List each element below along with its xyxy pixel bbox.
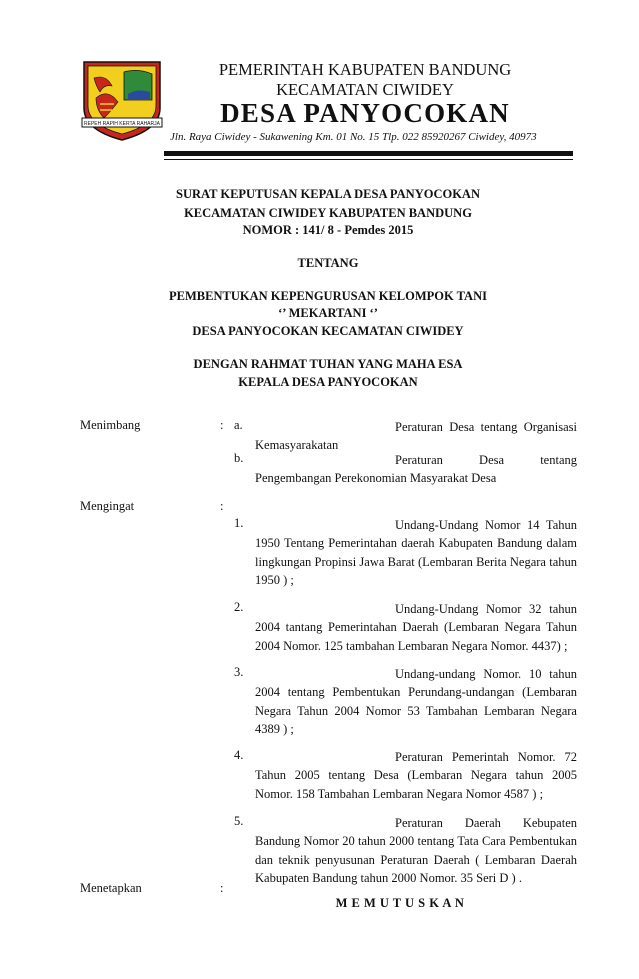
letterhead-village: DESA PANYOCOKAN — [220, 98, 510, 128]
logo-motto: REPEH RAPIH KERTA RAHARJA — [84, 121, 160, 127]
letterhead-rule-thin — [164, 159, 573, 160]
mengingat-marker-1: 1. — [234, 516, 244, 530]
rahmat-line1: DENGAN RAHMAT TUHAN YANG MAHA ESA — [193, 357, 463, 371]
menetapkan-colon: : — [220, 881, 224, 895]
mengingat-item-2: Undang-Undang Nomor 32 tahun 2004 tantang Pemerintahan Daerah (Lembaran Negara Tahun 2004 Nomor. 125 tambahan Lembaran Negara Nomor. 4437) ; — [255, 602, 577, 653]
tentang-heading: TENTANG — [297, 256, 359, 270]
mengingat-item-5: Peraturan Daerah Kebupaten Bandung Nomor 20 tahun 2000 tentang Tata Cara Pembentukan dan teknik penyusunan Peraturan Daerah ( Lembaran Daerah Kabupaten Bandung tahun 2000 Nomor. 35 Seri D ) . — [255, 816, 577, 885]
bandung-regency-logo — [78, 58, 166, 142]
memutuskan-heading: M E M U T U S K A N — [335, 896, 465, 910]
subject-line1: PEMBENTUKAN KEPENGURUSAN KELOMPOK TANI — [169, 289, 487, 303]
mengingat-label: Mengingat — [80, 499, 135, 513]
subject-line2: ‘’ MEKARTANI ‘’ — [278, 306, 378, 320]
letterhead-government: PEMERINTAH KABUPATEN BANDUNG — [218, 60, 512, 79]
mengingat-item-3: Undang-undang Nomor. 10 tahun 2004 tentang Pembentukan Perundang-undangan (Lembaran Negara Tahun 2004 Nomor 53 Tambahan Lembaran Negara 4389 ) ; — [255, 667, 577, 736]
decree-title: SURAT KEPUTUSAN KEPALA DESA PANYOCOKAN — [176, 187, 480, 201]
mengingat-item-4: Peraturan Pemerintah Nomor. 72 Tahun 2005 tentang Desa (Lembaran Negara tahun 2005 Nomor. 158 Tambahan Lembaran Negara Nomor 4587 ) ; — [255, 750, 577, 801]
menimbang-marker-b: b. — [234, 451, 244, 465]
letterhead-rule-thick — [164, 151, 573, 156]
menetapkan-label: Menetapkan — [80, 881, 142, 895]
menimbang-item-a: Peraturan Desa tentang Organisasi Kemasyarakatan — [255, 420, 577, 453]
decree-number: NOMOR : 141/ 8 - Pemdes 2015 — [242, 223, 414, 237]
decree-title-line2: KECAMATAN CIWIDEY KABUPATEN BANDUNG — [184, 206, 472, 220]
mengingat-marker-5: 5. — [234, 814, 244, 828]
mengingat-item-1: Undang-Undang Nomor 14 Tahun 1950 Tentang Pemerintahan daerah Kabupaten Bandung dalam lingkungan Propinsi Jawa Barat (Lembaran Berita Negara tahun 1950 ) ; — [255, 518, 577, 587]
mengingat-marker-4: 4. — [234, 748, 244, 762]
menimbang-colon: : — [220, 418, 224, 432]
mengingat-marker-3: 3. — [234, 665, 244, 679]
subject-line3: DESA PANYOCOKAN KECAMATAN CIWIDEY — [192, 324, 464, 338]
menimbang-marker-a: a. — [234, 418, 243, 432]
menimbang-item-b: Peraturan Desa tentang Pengembangan Perekonomian Masyarakat Desa — [255, 453, 577, 486]
rahmat-line2: KEPALA DESA PANYOCOKAN — [238, 375, 418, 389]
mengingat-marker-2: 2. — [234, 600, 244, 614]
letterhead-district: KECAMATAN CIWIDEY — [276, 80, 454, 99]
mengingat-colon: : — [220, 499, 224, 513]
letterhead-address: Jln. Raya Ciwidey - Sukawening Km. 01 No. 15 Tlp. 022 85920267 Ciwidey, 40973 — [170, 131, 537, 143]
menimbang-label: Menimbang — [80, 418, 141, 432]
